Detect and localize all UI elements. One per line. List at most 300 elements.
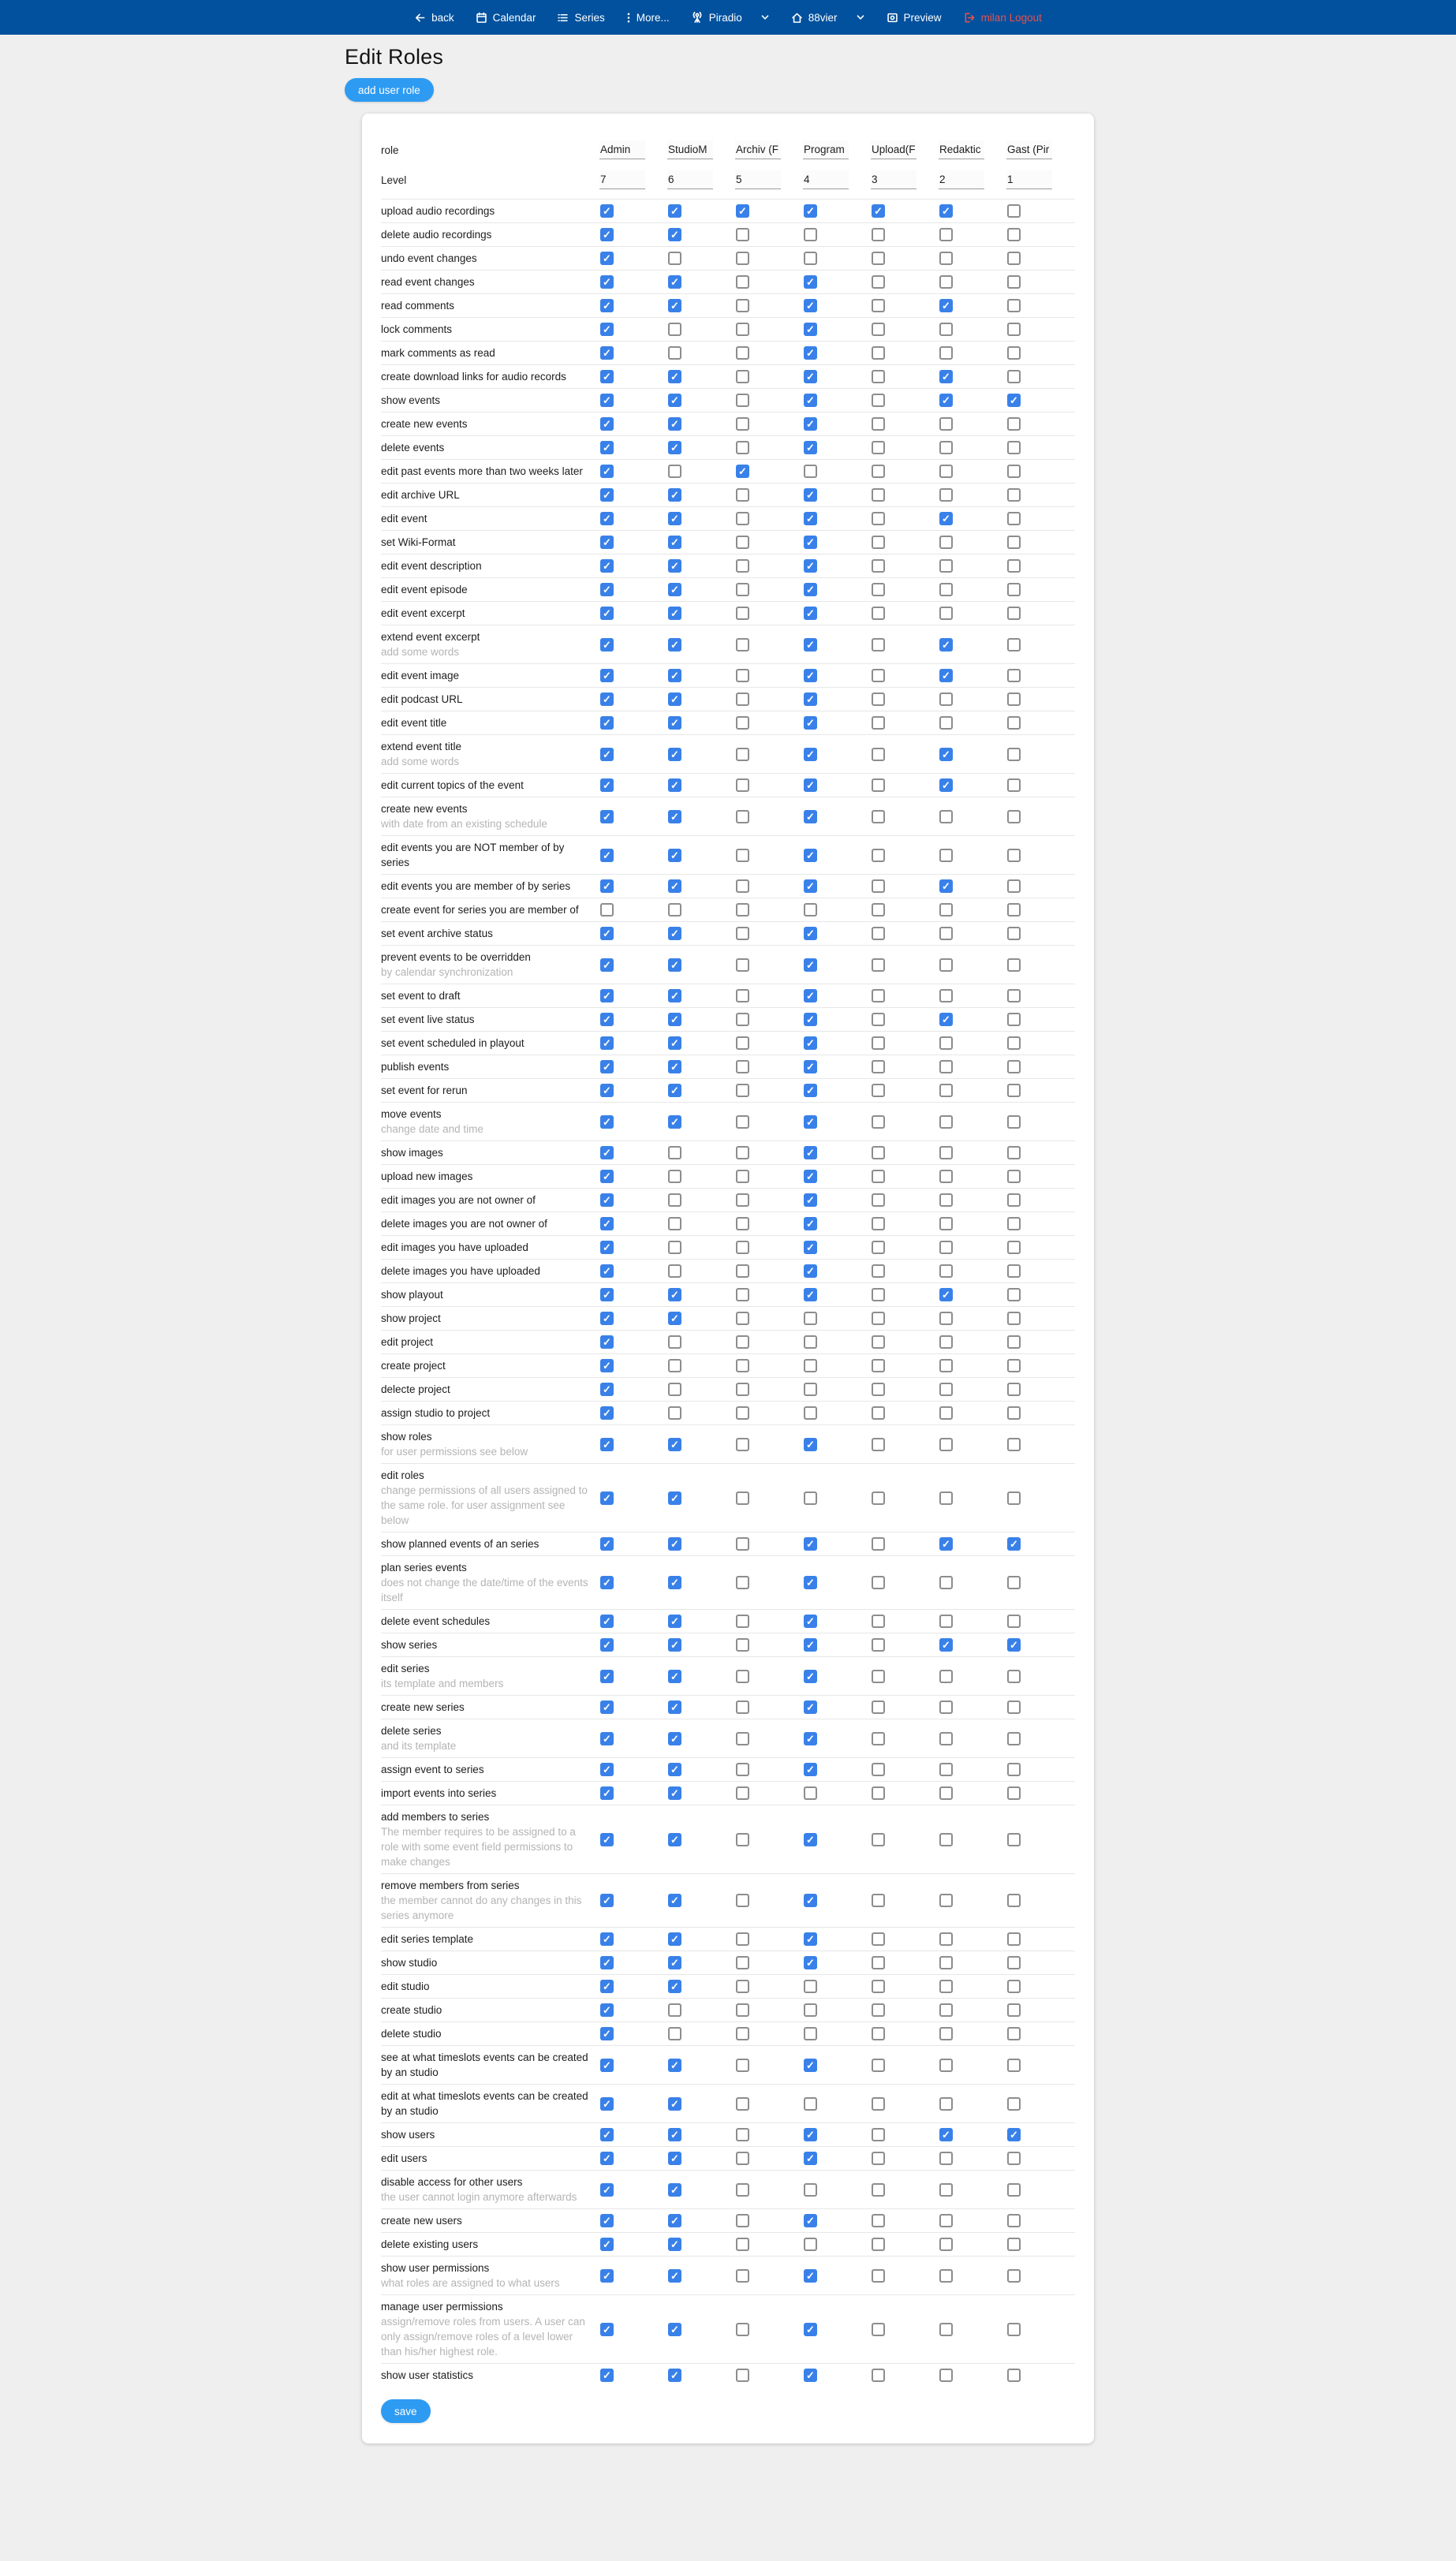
permission-checkbox[interactable] [600,441,614,454]
permission-checkbox[interactable] [600,2269,614,2283]
permission-checkbox[interactable] [600,2059,614,2072]
permission-checkbox[interactable] [736,989,749,1002]
permission-checkbox[interactable] [668,346,681,360]
permission-checkbox[interactable] [736,1833,749,1846]
permission-checkbox[interactable] [1007,204,1021,218]
permission-checkbox[interactable] [939,1932,953,1946]
permission-checkbox[interactable] [736,512,749,525]
permission-checkbox[interactable] [872,1833,885,1846]
permission-checkbox[interactable] [804,275,817,289]
permission-checkbox[interactable] [804,204,817,218]
permission-checkbox[interactable] [736,1115,749,1129]
permission-checkbox[interactable] [1007,903,1021,917]
permission-checkbox[interactable] [804,1359,817,1372]
permission-checkbox[interactable] [804,1956,817,1969]
permission-checkbox[interactable] [804,1115,817,1129]
permission-checkbox[interactable] [804,1036,817,1050]
permission-checkbox[interactable] [939,1576,953,1589]
permission-checkbox[interactable] [600,1060,614,1073]
role-level-input-6[interactable] [1006,170,1052,189]
permission-checkbox[interactable] [872,1980,885,1993]
permission-checkbox[interactable] [872,958,885,972]
role-level-input-5[interactable] [939,170,984,189]
permission-checkbox[interactable] [668,323,681,336]
permission-checkbox[interactable] [668,669,681,682]
role-name-input-0[interactable] [599,140,645,159]
permission-checkbox[interactable] [939,488,953,502]
permission-checkbox[interactable] [1007,1438,1021,1451]
permission-checkbox[interactable] [872,1638,885,1652]
permission-checkbox[interactable] [939,1013,953,1026]
permission-checkbox[interactable] [600,1383,614,1396]
permission-checkbox[interactable] [600,1537,614,1551]
permission-checkbox[interactable] [1007,2152,1021,2165]
permission-checkbox[interactable] [939,2214,953,2227]
permission-checkbox[interactable] [872,1786,885,1800]
permission-checkbox[interactable] [668,716,681,730]
permission-checkbox[interactable] [600,1193,614,1207]
permission-checkbox[interactable] [1007,2269,1021,2283]
permission-checkbox[interactable] [668,2097,681,2111]
permission-checkbox[interactable] [1007,2003,1021,2017]
permission-checkbox[interactable] [1007,1576,1021,1589]
role-name-input-1[interactable] [667,140,713,159]
permission-checkbox[interactable] [736,1932,749,1946]
permission-checkbox[interactable] [939,2269,953,2283]
permission-checkbox[interactable] [668,2059,681,2072]
permission-checkbox[interactable] [736,1312,749,1325]
permission-checkbox[interactable] [600,927,614,940]
permission-checkbox[interactable] [736,1217,749,1230]
permission-checkbox[interactable] [939,693,953,706]
permission-checkbox[interactable] [939,1036,953,1050]
permission-checkbox[interactable] [939,228,953,241]
permission-checkbox[interactable] [939,1084,953,1097]
permission-checkbox[interactable] [872,1670,885,1683]
permission-checkbox[interactable] [804,1383,817,1396]
permission-checkbox[interactable] [1007,1406,1021,1420]
permission-checkbox[interactable] [600,958,614,972]
permission-checkbox[interactable] [872,1115,885,1129]
permission-checkbox[interactable] [668,536,681,549]
permission-checkbox[interactable] [668,2214,681,2227]
permission-checkbox[interactable] [804,1217,817,1230]
permission-checkbox[interactable] [939,716,953,730]
permission-checkbox[interactable] [804,1670,817,1683]
permission-checkbox[interactable] [939,370,953,383]
permission-checkbox[interactable] [1007,1288,1021,1301]
permission-checkbox[interactable] [600,1406,614,1420]
permission-checkbox[interactable] [1007,1638,1021,1652]
permission-checkbox[interactable] [736,323,749,336]
permission-checkbox[interactable] [736,299,749,312]
permission-checkbox[interactable] [1007,778,1021,792]
permission-checkbox[interactable] [668,903,681,917]
permission-checkbox[interactable] [736,1359,749,1372]
permission-checkbox[interactable] [1007,1060,1021,1073]
permission-checkbox[interactable] [872,1359,885,1372]
permission-checkbox[interactable] [668,1383,681,1396]
permission-checkbox[interactable] [804,370,817,383]
permission-checkbox[interactable] [872,1894,885,1907]
permission-checkbox[interactable] [872,370,885,383]
permission-checkbox[interactable] [600,2238,614,2251]
role-level-input-2[interactable] [735,170,781,189]
permission-checkbox[interactable] [939,1170,953,1183]
permission-checkbox[interactable] [939,1786,953,1800]
permission-checkbox[interactable] [804,2369,817,2382]
permission-checkbox[interactable] [804,1700,817,1714]
permission-checkbox[interactable] [804,1894,817,1907]
permission-checkbox[interactable] [736,417,749,431]
permission-checkbox[interactable] [600,1491,614,1505]
permission-checkbox[interactable] [736,1170,749,1183]
permission-checkbox[interactable] [939,810,953,823]
permission-checkbox[interactable] [939,1312,953,1325]
permission-checkbox[interactable] [736,1406,749,1420]
permission-checkbox[interactable] [804,465,817,478]
permission-checkbox[interactable] [668,2003,681,2017]
permission-checkbox[interactable] [872,512,885,525]
permission-checkbox[interactable] [1007,849,1021,862]
permission-checkbox[interactable] [939,1537,953,1551]
permission-checkbox[interactable] [939,1894,953,1907]
permission-checkbox[interactable] [939,1335,953,1349]
permission-checkbox[interactable] [804,441,817,454]
permission-checkbox[interactable] [1007,228,1021,241]
permission-checkbox[interactable] [1007,323,1021,336]
permission-checkbox[interactable] [736,1763,749,1776]
permission-checkbox[interactable] [736,927,749,940]
permission-checkbox[interactable] [600,2003,614,2017]
permission-checkbox[interactable] [1007,1980,1021,1993]
permission-checkbox[interactable] [736,2152,749,2165]
permission-checkbox[interactable] [1007,2128,1021,2141]
permission-checkbox[interactable] [736,346,749,360]
permission-checkbox[interactable] [939,1115,953,1129]
permission-checkbox[interactable] [600,1932,614,1946]
permission-checkbox[interactable] [668,394,681,407]
permission-checkbox[interactable] [872,2059,885,2072]
permission-checkbox[interactable] [939,2238,953,2251]
permission-checkbox[interactable] [668,1615,681,1628]
permission-checkbox[interactable] [872,748,885,761]
permission-checkbox[interactable] [939,1060,953,1073]
permission-checkbox[interactable] [872,1763,885,1776]
permission-checkbox[interactable] [939,2369,953,2382]
permission-checkbox[interactable] [939,1241,953,1254]
permission-checkbox[interactable] [939,1732,953,1745]
permission-checkbox[interactable] [736,1894,749,1907]
permission-checkbox[interactable] [872,1576,885,1589]
nav-preview[interactable] [887,12,942,24]
permission-checkbox[interactable] [939,465,953,478]
permission-checkbox[interactable] [668,879,681,893]
permission-checkbox[interactable] [1007,2059,1021,2072]
permission-checkbox[interactable] [736,2059,749,2072]
permission-checkbox[interactable] [668,1670,681,1683]
permission-checkbox[interactable] [736,1670,749,1683]
permission-checkbox[interactable] [1007,1359,1021,1372]
permission-checkbox[interactable] [736,2269,749,2283]
permission-checkbox[interactable] [872,1312,885,1325]
permission-checkbox[interactable] [736,1615,749,1628]
permission-checkbox[interactable] [804,2097,817,2111]
role-level-input-4[interactable] [871,170,917,189]
permission-checkbox[interactable] [872,810,885,823]
permission-checkbox[interactable] [1007,748,1021,761]
permission-checkbox[interactable] [1007,275,1021,289]
permission-checkbox[interactable] [600,417,614,431]
permission-checkbox[interactable] [668,1491,681,1505]
role-name-input-6[interactable] [1006,140,1052,159]
permission-checkbox[interactable] [736,2238,749,2251]
permission-checkbox[interactable] [872,323,885,336]
permission-checkbox[interactable] [600,1786,614,1800]
permission-checkbox[interactable] [872,488,885,502]
permission-checkbox[interactable] [1007,1193,1021,1207]
permission-checkbox[interactable] [736,1013,749,1026]
permission-checkbox[interactable] [872,2214,885,2227]
permission-checkbox[interactable] [668,2269,681,2283]
permission-checkbox[interactable] [804,1241,817,1254]
permission-checkbox[interactable] [872,1217,885,1230]
permission-checkbox[interactable] [600,2369,614,2382]
permission-checkbox[interactable] [668,2128,681,2141]
permission-checkbox[interactable] [600,748,614,761]
permission-checkbox[interactable] [600,2183,614,2197]
permission-checkbox[interactable] [939,1833,953,1846]
permission-checkbox[interactable] [1007,1036,1021,1050]
role-level-input-3[interactable] [803,170,849,189]
permission-checkbox[interactable] [804,1576,817,1589]
permission-checkbox[interactable] [668,1084,681,1097]
permission-checkbox[interactable] [668,1763,681,1776]
permission-checkbox[interactable] [600,879,614,893]
permission-checkbox[interactable] [736,693,749,706]
permission-checkbox[interactable] [939,927,953,940]
permission-checkbox[interactable] [939,989,953,1002]
permission-checkbox[interactable] [939,204,953,218]
permission-checkbox[interactable] [872,252,885,265]
permission-checkbox[interactable] [668,958,681,972]
permission-checkbox[interactable] [804,2059,817,2072]
permission-checkbox[interactable] [872,1241,885,1254]
permission-checkbox[interactable] [668,1980,681,1993]
permission-checkbox[interactable] [872,1615,885,1628]
add-user-role-button[interactable]: add user role [345,78,434,102]
permission-checkbox[interactable] [804,2152,817,2165]
permission-checkbox[interactable] [872,1406,885,1420]
permission-checkbox[interactable] [804,669,817,682]
permission-checkbox[interactable] [600,693,614,706]
permission-checkbox[interactable] [1007,2369,1021,2382]
permission-checkbox[interactable] [804,1312,817,1325]
permission-checkbox[interactable] [872,536,885,549]
permission-checkbox[interactable] [939,275,953,289]
permission-checkbox[interactable] [1007,638,1021,651]
permission-checkbox[interactable] [600,1359,614,1372]
permission-checkbox[interactable] [1007,1537,1021,1551]
permission-checkbox[interactable] [668,1146,681,1159]
permission-checkbox[interactable] [600,1438,614,1451]
permission-checkbox[interactable] [872,299,885,312]
permission-checkbox[interactable] [736,879,749,893]
permission-checkbox[interactable] [872,2152,885,2165]
permission-checkbox[interactable] [804,1786,817,1800]
permission-checkbox[interactable] [600,1036,614,1050]
permission-checkbox[interactable] [668,778,681,792]
permission-checkbox[interactable] [939,2003,953,2017]
permission-checkbox[interactable] [804,1615,817,1628]
permission-checkbox[interactable] [939,346,953,360]
permission-checkbox[interactable] [600,204,614,218]
permission-checkbox[interactable] [668,1406,681,1420]
permission-checkbox[interactable] [600,989,614,1002]
permission-checkbox[interactable] [736,1264,749,1278]
permission-checkbox[interactable] [668,1312,681,1325]
permission-checkbox[interactable] [668,1115,681,1129]
role-name-input-5[interactable] [939,140,984,159]
permission-checkbox[interactable] [668,252,681,265]
permission-checkbox[interactable] [804,958,817,972]
permission-checkbox[interactable] [736,1335,749,1349]
permission-checkbox[interactable] [736,2003,749,2017]
permission-checkbox[interactable] [600,1013,614,1026]
permission-checkbox[interactable] [804,1732,817,1745]
permission-checkbox[interactable] [1007,1115,1021,1129]
permission-checkbox[interactable] [600,2323,614,2336]
permission-checkbox[interactable] [804,607,817,620]
permission-checkbox[interactable] [736,465,749,478]
permission-checkbox[interactable] [1007,1146,1021,1159]
permission-checkbox[interactable] [804,2238,817,2251]
permission-checkbox[interactable] [939,2152,953,2165]
permission-checkbox[interactable] [804,2027,817,2040]
permission-checkbox[interactable] [939,778,953,792]
permission-checkbox[interactable] [600,2027,614,2040]
permission-checkbox[interactable] [872,669,885,682]
nav-calendar[interactable] [476,12,536,24]
permission-checkbox[interactable] [736,1576,749,1589]
permission-checkbox[interactable] [668,1264,681,1278]
permission-checkbox[interactable] [804,228,817,241]
permission-checkbox[interactable] [939,2097,953,2111]
permission-checkbox[interactable] [668,441,681,454]
permission-checkbox[interactable] [600,488,614,502]
permission-checkbox[interactable] [939,1146,953,1159]
permission-checkbox[interactable] [1007,1670,1021,1683]
permission-checkbox[interactable] [872,1491,885,1505]
permission-checkbox[interactable] [939,1383,953,1396]
permission-checkbox[interactable] [1007,2097,1021,2111]
permission-checkbox[interactable] [1007,252,1021,265]
permission-checkbox[interactable] [1007,512,1021,525]
permission-checkbox[interactable] [668,748,681,761]
permission-checkbox[interactable] [600,1264,614,1278]
permission-checkbox[interactable] [668,228,681,241]
permission-checkbox[interactable] [1007,1217,1021,1230]
permission-checkbox[interactable] [736,583,749,596]
permission-checkbox[interactable] [872,1146,885,1159]
permission-checkbox[interactable] [600,2152,614,2165]
permission-checkbox[interactable] [736,958,749,972]
permission-checkbox[interactable] [668,488,681,502]
permission-checkbox[interactable] [939,394,953,407]
permission-checkbox[interactable] [804,583,817,596]
permission-checkbox[interactable] [600,1763,614,1776]
permission-checkbox[interactable] [736,669,749,682]
permission-checkbox[interactable] [1007,346,1021,360]
permission-checkbox[interactable] [939,1217,953,1230]
permission-checkbox[interactable] [804,1193,817,1207]
permission-checkbox[interactable] [872,638,885,651]
permission-checkbox[interactable] [1007,1615,1021,1628]
permission-checkbox[interactable] [1007,465,1021,478]
permission-checkbox[interactable] [600,1288,614,1301]
permission-checkbox[interactable] [1007,879,1021,893]
permission-checkbox[interactable] [872,2369,885,2382]
nav-piradio[interactable] [691,11,770,24]
permission-checkbox[interactable] [668,1288,681,1301]
permission-checkbox[interactable] [1007,716,1021,730]
permission-checkbox[interactable] [668,1894,681,1907]
permission-checkbox[interactable] [804,1438,817,1451]
permission-checkbox[interactable] [1007,2323,1021,2336]
permission-checkbox[interactable] [872,1537,885,1551]
permission-checkbox[interactable] [668,1060,681,1073]
permission-checkbox[interactable] [600,1956,614,1969]
permission-checkbox[interactable] [804,2323,817,2336]
permission-checkbox[interactable] [736,1537,749,1551]
permission-checkbox[interactable] [939,958,953,972]
permission-checkbox[interactable] [600,1576,614,1589]
permission-checkbox[interactable] [939,1700,953,1714]
permission-checkbox[interactable] [939,903,953,917]
permission-checkbox[interactable] [736,1036,749,1050]
permission-checkbox[interactable] [939,669,953,682]
permission-checkbox[interactable] [600,1084,614,1097]
permission-checkbox[interactable] [668,1193,681,1207]
permission-checkbox[interactable] [1007,1491,1021,1505]
permission-checkbox[interactable] [804,1406,817,1420]
permission-checkbox[interactable] [1007,559,1021,573]
permission-checkbox[interactable] [736,536,749,549]
permission-checkbox[interactable] [1007,927,1021,940]
permission-checkbox[interactable] [872,2238,885,2251]
permission-checkbox[interactable] [939,299,953,312]
nav-series[interactable] [557,12,604,24]
permission-checkbox[interactable] [939,1193,953,1207]
permission-checkbox[interactable] [668,2183,681,2197]
permission-checkbox[interactable] [736,1060,749,1073]
role-name-input-4[interactable] [871,140,917,159]
permission-checkbox[interactable] [1007,1786,1021,1800]
permission-checkbox[interactable] [872,1288,885,1301]
permission-checkbox[interactable] [736,1732,749,1745]
permission-checkbox[interactable] [804,1932,817,1946]
permission-checkbox[interactable] [872,1170,885,1183]
permission-checkbox[interactable] [939,536,953,549]
permission-checkbox[interactable] [668,299,681,312]
permission-checkbox[interactable] [872,441,885,454]
permission-checkbox[interactable] [668,1036,681,1050]
permission-checkbox[interactable] [736,778,749,792]
permission-checkbox[interactable] [804,903,817,917]
permission-checkbox[interactable] [872,2183,885,2197]
permission-checkbox[interactable] [736,2027,749,2040]
permission-checkbox[interactable] [668,512,681,525]
